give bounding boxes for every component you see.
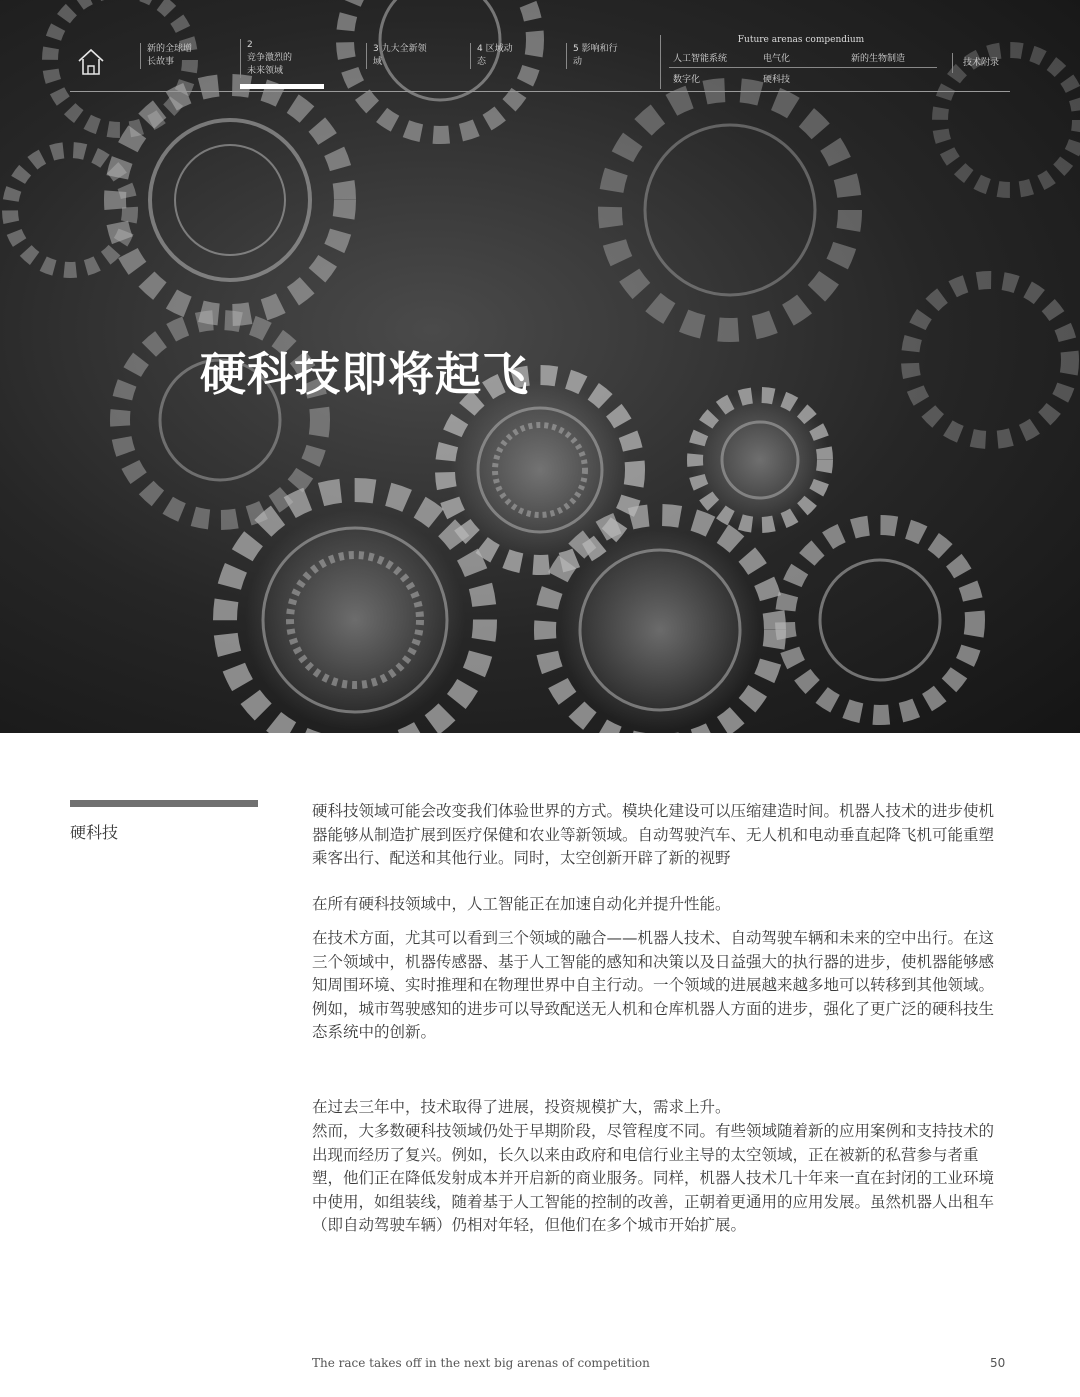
page-title: 硬科技即将起飞 — [200, 347, 529, 401]
nav-item-tech-appendix[interactable]: 技术附录 — [952, 53, 999, 73]
paragraph-progress: 在过去三年中，技术取得了进展，投资规模扩大，需求上升。 — [312, 1098, 731, 1116]
compendium-item-electrification[interactable]: 电气化 — [763, 54, 791, 64]
compendium-menu — [660, 35, 941, 89]
paragraph-intro: 硬科技领域可能会改变我们体验世界的方式。模块化建设可以压缩建造时间。机器人技术的进步使机器能够从制造扩展到医疗保健和农业等新领域。自动驾驶汽车、无人机和电动垂直起降飞机可能重塑乘客出行、配送和其他行业。同时，太空创新开辟了新的视野 — [312, 802, 995, 867]
page-number: 50 — [990, 1356, 1006, 1370]
nav-item-implications[interactable]: 5 影响和行 动 — [566, 43, 618, 69]
active-tab-indicator — [240, 84, 324, 89]
nav-item-future-arenas[interactable]: 2 竞争激烈的 未来领域 — [240, 39, 292, 78]
nav-item-regional-dynamics[interactable]: 4 区域动 态 — [470, 43, 513, 69]
compendium-item-biomanufacturing[interactable]: 新的生物制造 — [851, 54, 906, 64]
home-icon[interactable] — [76, 47, 106, 77]
compendium-divider — [669, 67, 937, 68]
compendium-item-ai-systems[interactable]: 人工智能系统 — [673, 54, 728, 64]
compendium-title: Future arenas compendium — [737, 35, 865, 45]
footer-title: The race takes off in the next big arenas of competition — [312, 1356, 650, 1370]
paragraph-convergence: 在技术方面，尤其可以看到三个领域的融合——机器人技术、自动驾驶车辆和未来的空中出行。在这三个领域中，机器传感器、基于人工智能的感知和决策以及日益强大的执行器的进步，使机器能够感知周围环境、实时推理和在物理世界中自主行动。一个领域的进展越来越多地可以转移到其他领域。例如，城市驾驶感知的进步可以导致配送无人机和仓库机器人方面的进步，强化了更广泛的硬科技生态系统中的创新。 — [312, 929, 995, 1041]
top-navigation — [70, 35, 1010, 92]
nav-item-nine-arenas[interactable]: 3 九大全新领 域 — [366, 43, 427, 69]
compendium-item-digitization[interactable]: 数字化 — [673, 75, 701, 85]
paragraph-early-stage: 然而，大多数硬科技领域仍处于早期阶段，尽管程度不同。有些领域随着新的应用案例和支持技术的出现而经历了复兴。例如，长久以来由政府和电信行业主导的太空领域，正在被新的私营参与者重塑，他们正在降低发射成本并开启新的商业服务。同样，机器人技术几十年来一直在封闭的工业环境中使用，如组装线，随着基于人工智能的控制的改善，正朝着更通用的应用发展。虽然机器人出租车（即自动驾驶车辆）仍相对年轻，但他们在多个城市开始扩展。 — [312, 1122, 995, 1234]
compendium-item-hardtech[interactable]: 硬科技 — [763, 75, 791, 85]
paragraph-ai: 在所有硬科技领域中，人工智能正在加速自动化并提升性能。 — [312, 895, 731, 913]
section-divider — [70, 800, 258, 807]
nav-item-growth-story[interactable]: 新的全球增 长故事 — [140, 43, 192, 69]
section-label: 硬科技 — [70, 823, 119, 842]
